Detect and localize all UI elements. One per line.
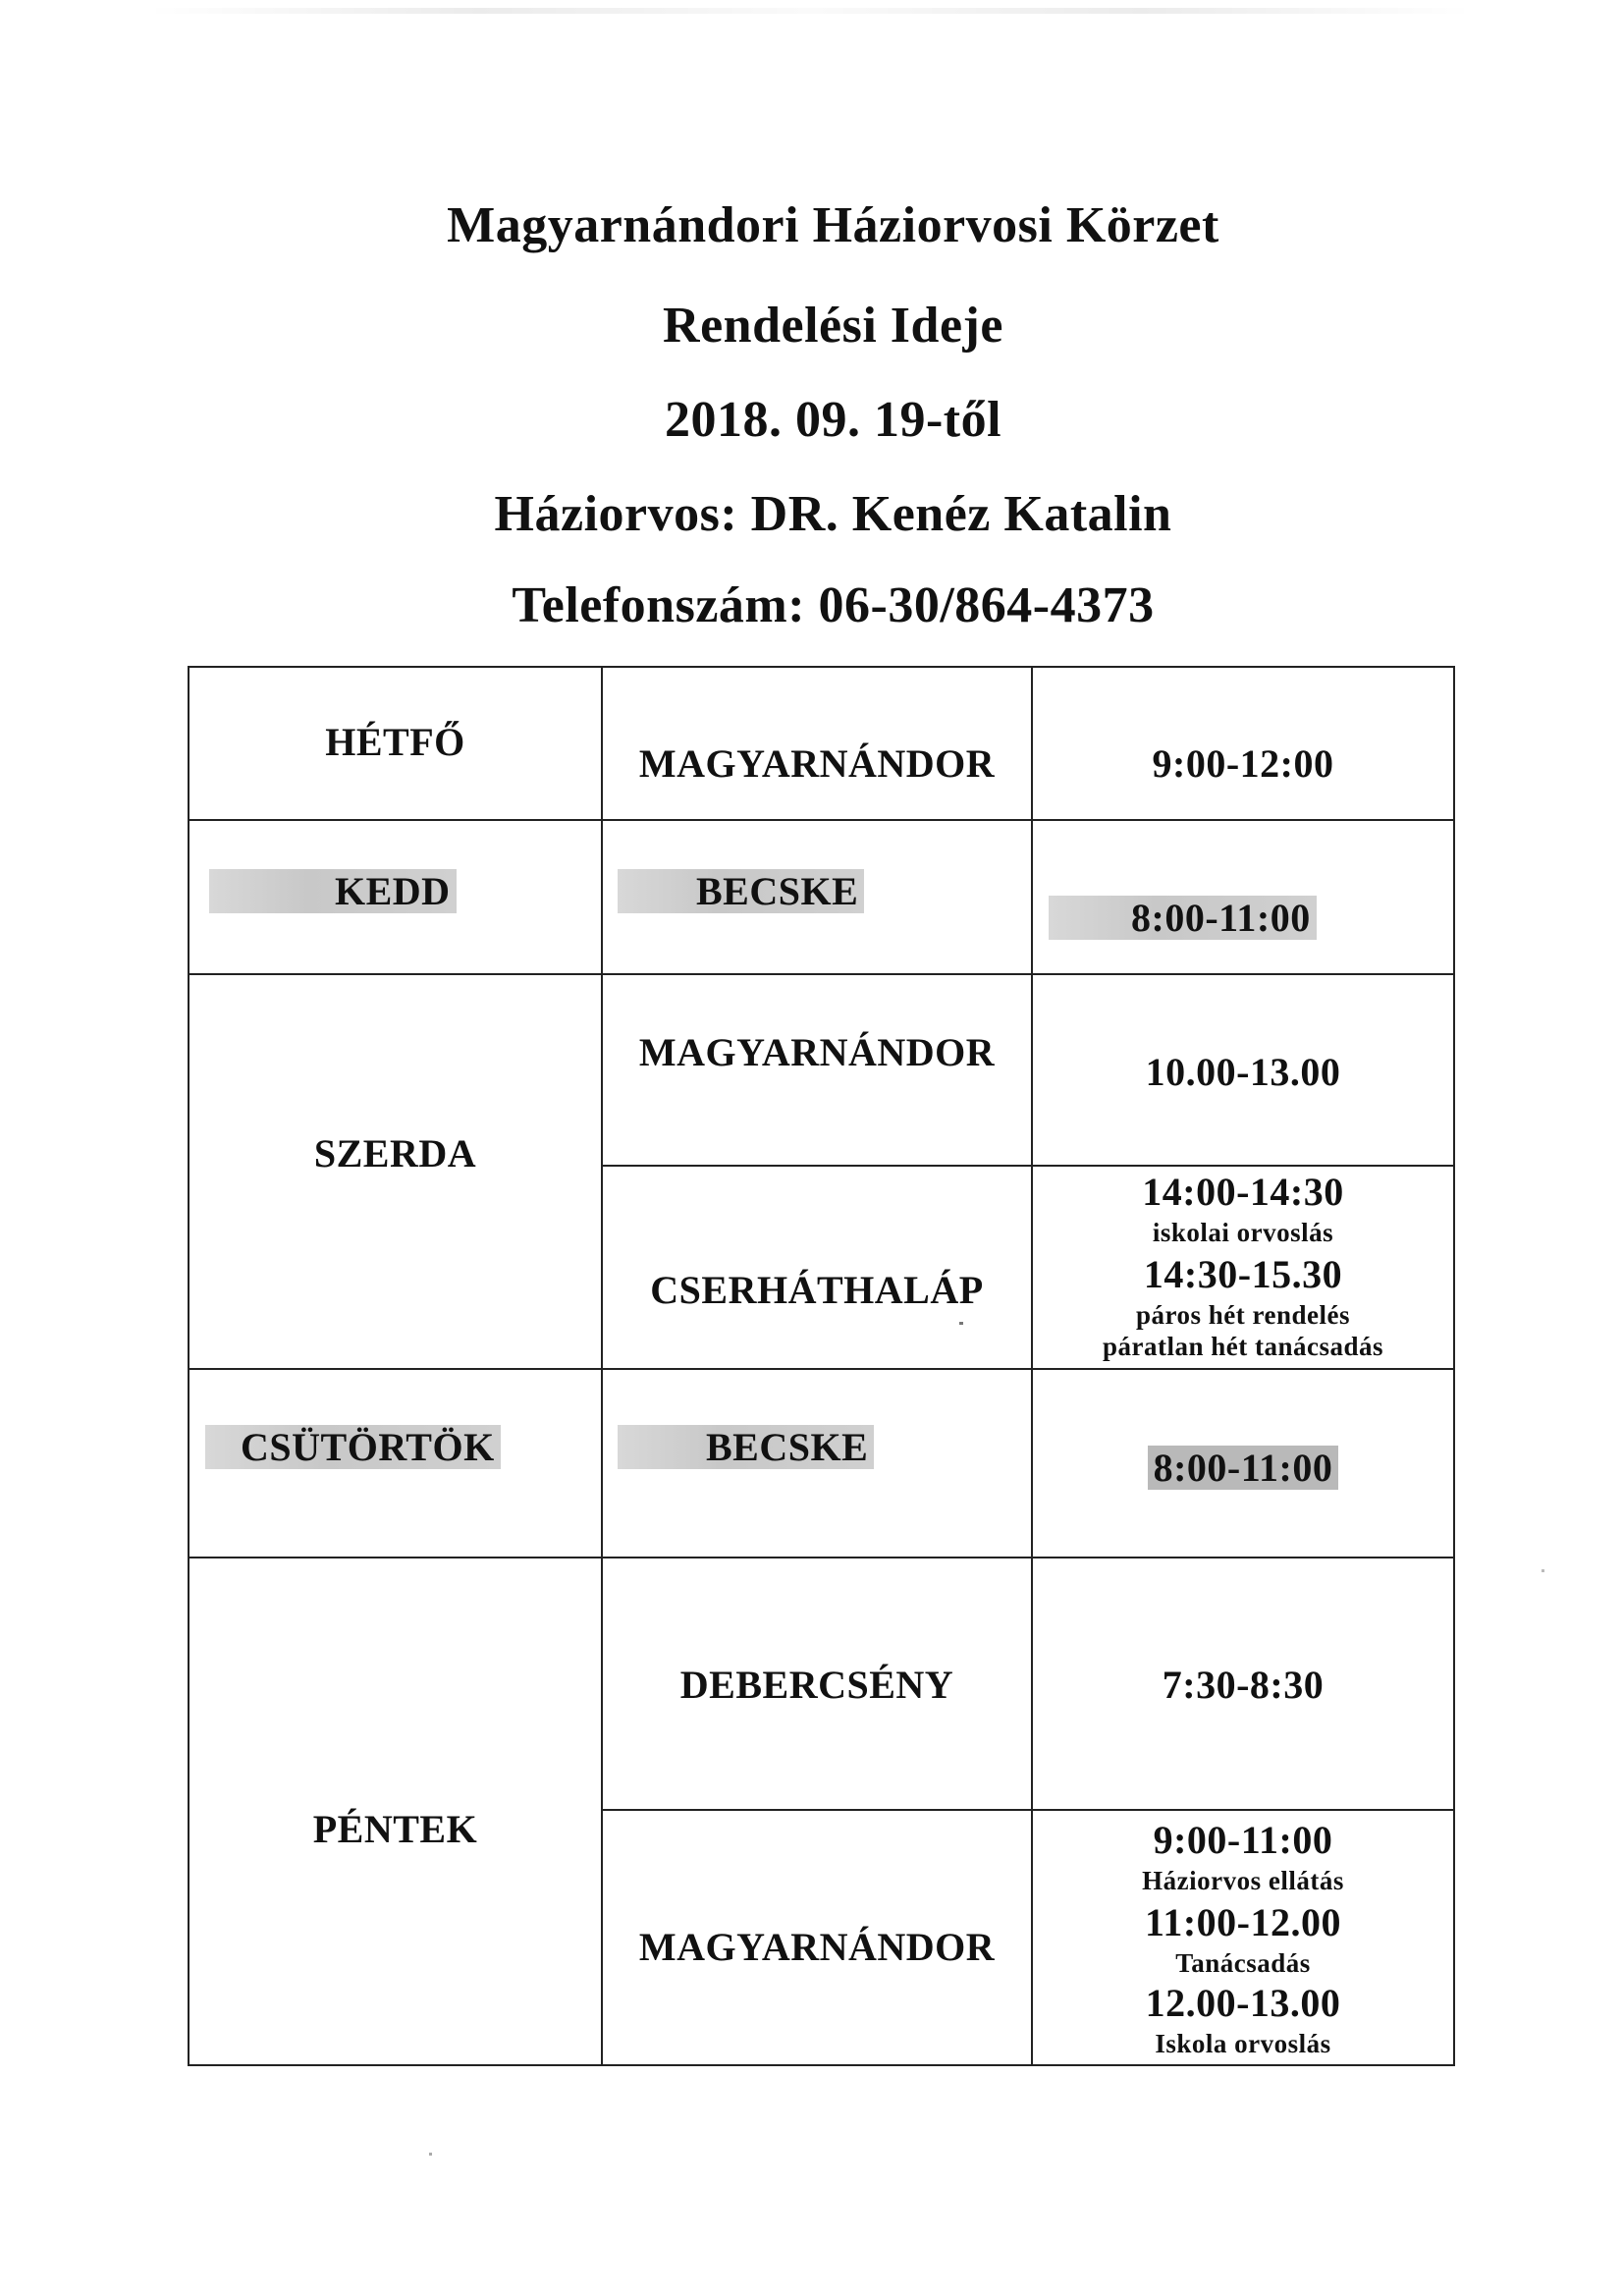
time-label: 8:00-11:00 — [1049, 896, 1317, 940]
place-cell — [602, 1810, 1032, 2065]
note-label: páratlan hét tanácsadás — [1102, 1332, 1384, 1361]
time-cell — [1032, 1369, 1454, 1558]
place-cell — [602, 820, 1032, 974]
place-cell — [602, 1166, 1032, 1369]
place-label: BECSKE — [618, 1425, 874, 1469]
scan-edge-shadow — [147, 8, 1473, 14]
time-label: 10.00-13.00 — [1145, 1050, 1341, 1094]
note-label: Iskola orvoslás — [1155, 2029, 1331, 2058]
day-cell — [189, 667, 602, 820]
scan-speck — [959, 1322, 963, 1325]
time-cell — [1032, 974, 1454, 1166]
place-cell — [602, 1558, 1032, 1810]
time-label: 8:00-11:00 — [1148, 1446, 1339, 1490]
time-label: 11:00-12.00 — [1145, 1900, 1341, 1944]
phone-number: Telefonszám: 06-30/864-4373 — [512, 577, 1155, 633]
place-label: CSERHÁTHALÁP — [650, 1268, 984, 1312]
time-cell — [1032, 1810, 1454, 2065]
doctor-name: Háziorvos: DR. Kenéz Katalin — [494, 486, 1172, 542]
place-label: BECSKE — [618, 869, 864, 913]
note-label: iskolai orvoslás — [1152, 1218, 1334, 1247]
place-label: MAGYARNÁNDOR — [638, 1925, 996, 1969]
day-cell — [189, 1369, 602, 1558]
note-label: Tanácsadás — [1175, 1948, 1311, 1978]
table-row-wednesday-1 — [189, 974, 1454, 1166]
time-cell — [1032, 667, 1454, 820]
place-label: MAGYARNÁNDOR — [638, 1030, 996, 1074]
day-cell — [189, 974, 602, 1369]
valid-from-date: 2018. 09. 19-től — [664, 392, 1002, 448]
place-label: DEBERCSÉNY — [679, 1663, 954, 1707]
note-label: páros hét rendelés — [1136, 1300, 1350, 1330]
day-label: CSÜTÖRTÖK — [205, 1425, 501, 1469]
day-cell — [189, 820, 602, 974]
time-label: 12.00-13.00 — [1145, 1981, 1341, 2025]
time-label: 14:00-14:30 — [1142, 1170, 1344, 1214]
time-label: 9:00-12:00 — [1152, 741, 1334, 786]
day-label: SZERDA — [313, 1131, 477, 1175]
time-cell — [1032, 1166, 1454, 1369]
day-label: HÉTFŐ — [325, 720, 465, 764]
note-label: Háziorvos ellátás — [1142, 1866, 1344, 1895]
table-row-tuesday — [189, 820, 1454, 974]
time-cell — [1032, 1558, 1454, 1810]
time-cell — [1032, 820, 1454, 974]
day-label: KEDD — [209, 869, 457, 913]
document-title: Magyarnándori Háziorvosi Körzet — [447, 197, 1219, 253]
time-label: 7:30-8:30 — [1162, 1663, 1325, 1707]
place-cell — [602, 974, 1032, 1166]
schedule-table — [188, 666, 1455, 2066]
table-row-thursday — [189, 1369, 1454, 1558]
document-subtitle: Rendelési Ideje — [663, 298, 1003, 354]
day-label: PÉNTEK — [312, 1807, 478, 1851]
time-label: 9:00-11:00 — [1153, 1818, 1333, 1862]
scan-speck — [429, 2153, 432, 2156]
time-label: 14:30-15.30 — [1143, 1252, 1343, 1296]
place-cell — [602, 1369, 1032, 1558]
place-cell — [602, 667, 1032, 820]
scan-speck — [1542, 1569, 1544, 1572]
day-cell — [189, 1558, 602, 2065]
table-row-monday — [189, 667, 1454, 820]
table-row-friday-1 — [189, 1558, 1454, 1810]
place-label: MAGYARNÁNDOR — [638, 741, 996, 786]
